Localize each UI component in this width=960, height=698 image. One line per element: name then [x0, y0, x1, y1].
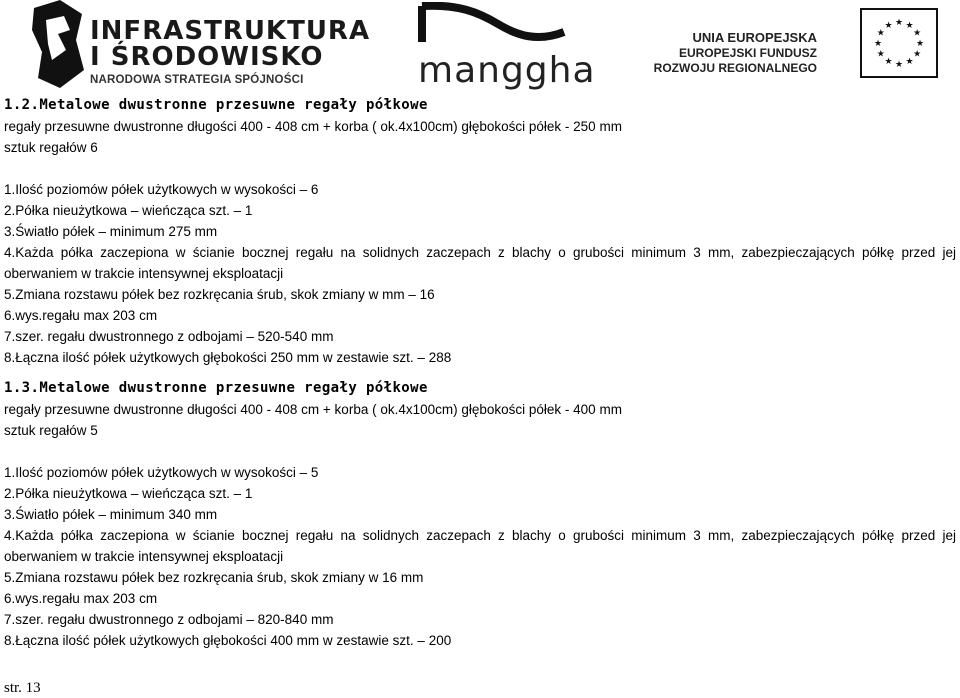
- spacer: [4, 158, 956, 179]
- text-line: 6.wys.regału max 203 cm: [4, 591, 158, 606]
- eu-logo: [653, 8, 945, 80]
- text-line: oberwaniem w trakcie intensywnej eksploatacji: [4, 266, 284, 281]
- eu-star-icon: ★: [913, 49, 922, 60]
- text-line: 4.Każda półka zaczepiona w ścianie bocznej regału na solidnych zaczepach z blachy o grubości minimum 3 mm, zabezpieczających półkę przed jej: [4, 528, 956, 543]
- eu-star-icon: ★: [913, 28, 922, 39]
- spacer: [4, 441, 956, 462]
- text-line: 2.Półka nieużytkowa – wieńcząca szt. – 1: [4, 486, 253, 501]
- text-line: 3.Światło półek – minimum 275 mm: [4, 224, 218, 239]
- page-header: [0, 0, 960, 95]
- eu-star-icon: ★: [905, 20, 914, 31]
- text-line: 1.Ilość poziomów półek użytkowych w wysokości – 6: [4, 182, 319, 197]
- text-line: 7.szer. regału dwustronnego z odbojami – 820-840 mm: [4, 612, 334, 627]
- text-line: 8.Łączna ilość półek użytkowych głębokości 250 mm w zestawie szt. – 288: [4, 350, 452, 365]
- poland-emblem-icon: [30, 0, 86, 90]
- eu-star-icon: ★: [873, 39, 883, 49]
- text-line: 5.Zmiana rozstawu półek bez rozkręcania śrub, skok zmiany w 16 mm: [4, 570, 424, 585]
- text-line: 5.Zmiana rozstawu półek bez rozkręcania śrub, skok zmiany w mm – 16: [4, 287, 435, 302]
- eu-star-icon: ★: [894, 60, 904, 70]
- manggha-logo: [418, 2, 596, 94]
- text-line: 8.Łączna ilość półek użytkowych głębokości 400 mm w zestawie szt. – 200: [4, 633, 452, 648]
- text-line: 2.Półka nieużytkowa – wieńcząca szt. – 1: [4, 203, 253, 218]
- eu-line1: UNIA EUROPEJSKA: [692, 30, 817, 45]
- eu-star-icon: ★: [884, 20, 893, 31]
- text-line: 7.szer. regału dwustronnego z odbojami – 520-540 mm: [4, 329, 334, 344]
- eu-flag-icon: [860, 8, 938, 78]
- text-line: sztuk regałów 6: [4, 140, 98, 155]
- text-line: 4.Każda półka zaczepiona w ścianie bocznej regału na solidnych zaczepach z blachy o grubości minimum 3 mm, zabezpieczających półkę przed jej: [4, 245, 956, 260]
- section-heading: 1.2.Metalowe dwustronne przesuwne regały półkowe: [4, 97, 428, 113]
- eu-star-icon: ★: [876, 28, 885, 39]
- eu-line2: EUROPEJSKI FUNDUSZ: [678, 46, 817, 60]
- section-heading: 1.3.Metalowe dwustronne przesuwne regały półkowe: [4, 380, 428, 396]
- eu-star-icon: ★: [905, 57, 914, 68]
- text-line: regały przesuwne dwustronne długości 400 - 408 cm + korba ( ok.4x100cm) głębokości półek - 250 mm: [4, 119, 622, 134]
- manggha-roof-icon: [418, 2, 568, 52]
- infra-line3: NARODOWA STRATEGIA SPÓJNOŚCI: [90, 74, 304, 86]
- text-line: regały przesuwne dwustronne długości 400 - 408 cm + korba ( ok.4x100cm) głębokości półek - 400 mm: [4, 402, 622, 417]
- page-number: str. 13: [4, 680, 41, 696]
- infra-line1: INFRASTRUKTURA: [90, 16, 371, 46]
- text-line: sztuk regałów 5: [4, 423, 98, 438]
- eu-star-icon: ★: [915, 39, 925, 49]
- text-line: 6.wys.regału max 203 cm: [4, 308, 158, 323]
- eu-star-icon: ★: [884, 57, 893, 68]
- infrastruktura-logo: [30, 0, 371, 90]
- eu-star-icon: ★: [876, 49, 885, 60]
- document-body: [4, 95, 956, 651]
- eu-star-icon: ★: [894, 18, 904, 28]
- infra-line2: I ŚRODOWISKO: [90, 42, 324, 72]
- text-line: 1.Ilość poziomów półek użytkowych w wysokości – 5: [4, 465, 319, 480]
- section-spacer: [4, 368, 956, 378]
- text-line: oberwaniem w trakcie intensywnej eksploatacji: [4, 549, 284, 564]
- text-line: 3.Światło półek – minimum 340 mm: [4, 507, 218, 522]
- manggha-wordmark: manggha: [418, 50, 596, 91]
- eu-line3: ROZWOJU REGIONALNEGO: [653, 61, 817, 75]
